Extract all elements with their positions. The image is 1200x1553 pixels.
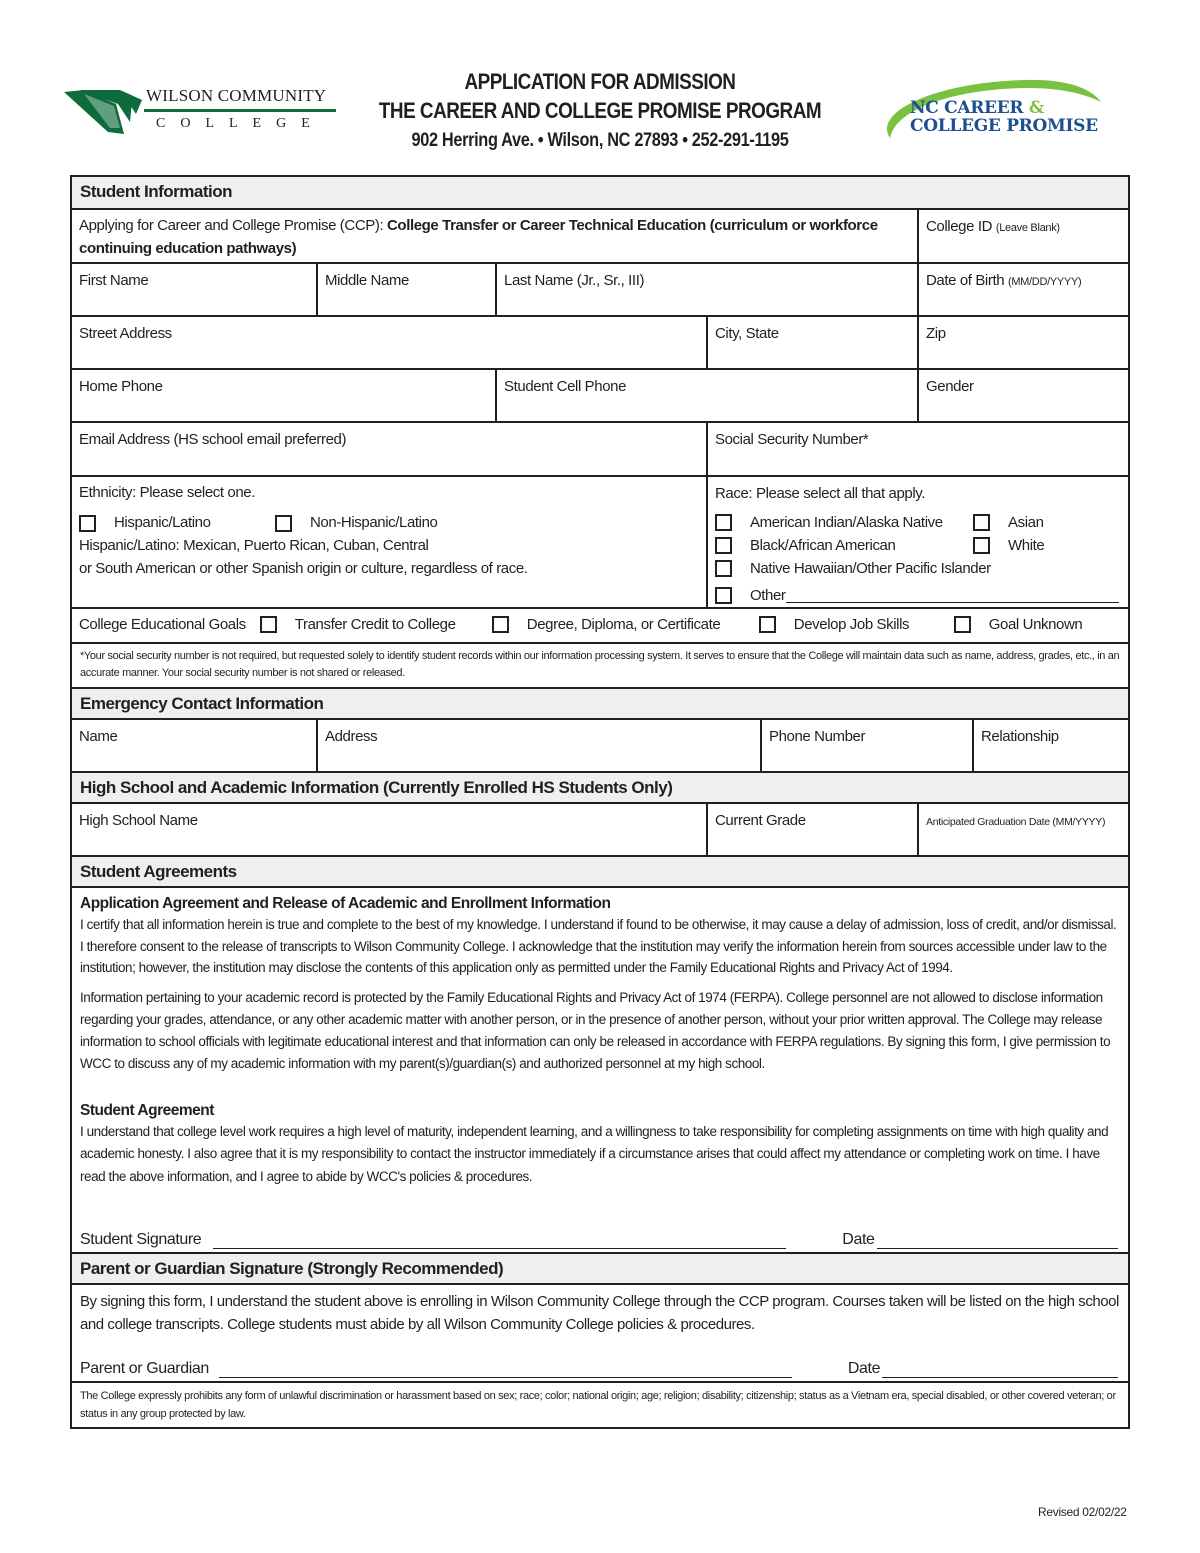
revision-date: Revised 02/02/22 [1038, 1505, 1127, 1519]
ssn-field[interactable]: Social Security Number* [706, 423, 1128, 475]
student-agreement-text: I understand that college level work requires a high level of maturity, independent learning, and a willingness to take responsibility for completing assignments on time with high quality and academic honesty. I also agree that it is my responsibility to contact the instructor immediately if a circumstance arises that could affect my attendance or completing work on time. I have read the above information, and I agree to abide by WCC's policies & procedures. [80, 1123, 1109, 1184]
college-logo-sub: COLLEGE [156, 116, 325, 131]
checkbox[interactable] [492, 616, 509, 633]
ethnicity-option-hispanic[interactable]: Hispanic/Latino [79, 512, 275, 534]
educational-goals-group: College Educational Goals Transfer Credit to College Degree, Diploma, or Certificate Develop Job Skills Goal Unknown [72, 609, 1128, 642]
middle-name-field[interactable]: Middle Name [316, 264, 495, 315]
checkbox[interactable] [715, 587, 732, 604]
student-signature-row: Student Signature Date [80, 1231, 1118, 1249]
ethnicity-option-non-hispanic[interactable]: Non-Hispanic/Latino [275, 512, 437, 534]
application-form [70, 175, 1130, 1429]
checkbox[interactable] [715, 514, 732, 531]
emergency-relationship-field[interactable]: Relationship [972, 720, 1128, 771]
race-group: Race: Please select all that apply. American Indian/Alaska Native Asian Black/African American White Native Hawaiian/Other Pacific Islander Other [706, 477, 1128, 607]
nc-career-college-promise-logo [876, 76, 1136, 142]
section-high-school: High School and Academic Information (Currently Enrolled HS Students Only) [72, 771, 1128, 802]
college-swoosh-icon [64, 88, 142, 134]
form-title-block [340, 68, 860, 156]
checkbox[interactable] [715, 560, 732, 577]
emergency-address-field[interactable]: Address [316, 720, 760, 771]
race-other-input[interactable] [786, 589, 1119, 603]
first-name-field[interactable]: First Name [79, 272, 149, 289]
hispanic-definition-cont: or South American or other Spanish origin or culture, regardless of race. [79, 560, 528, 577]
zip-field[interactable]: Zip [917, 317, 1128, 368]
page-header [0, 60, 1200, 170]
checkbox[interactable] [260, 616, 277, 633]
release-title: Application Agreement and Release of Academic and Enrollment Information [80, 895, 611, 912]
agreements-body [72, 888, 1128, 1252]
parent-signature-input[interactable] [219, 1360, 792, 1378]
student-signature-date-input[interactable] [877, 1231, 1119, 1249]
race-option-asian[interactable]: Asian [973, 511, 1044, 534]
ferpa-text: Information pertaining to your academic record is protected by the Family Educational Rights and Privacy Act of 1974 (FERPA). College personnel are not allowed to disclose information regarding your grades, attendance, or any other academic matter with another person, or in the presence of another person, without your prior written approval. The College may release information to school officials with legitimate educational interest and that information can only be released in accordance with FERPA regulations. By signing this form, I give permission to WCC to discuss any of my academic information with my parent(s)/guardian(s) and authorized personnel at my high school. [80, 989, 1111, 1071]
home-phone-field[interactable]: Home Phone [79, 378, 163, 395]
goal-option-degree[interactable]: Degree, Diploma, or Certificate [492, 614, 759, 636]
race-option-american-indian[interactable]: American Indian/Alaska Native [715, 511, 973, 534]
checkbox[interactable] [954, 616, 971, 633]
college-address: 902 Herring Ave. • Wilson, NC 27893 • 252-291-1195 [411, 130, 789, 151]
ccp-logo-line1: NC CAREER & [910, 98, 1044, 118]
section-parent-guardian: Parent or Guardian Signature (Strongly Recommended) [72, 1252, 1128, 1283]
section-student-information: Student Information [72, 177, 1128, 208]
form-title: APPLICATION FOR ADMISSION [464, 69, 736, 94]
race-option-white[interactable]: White [973, 534, 1044, 557]
parent-text: By signing this form, I understand the student above is enrolling in Wilson Community College through the CCP program. Courses taken will be listed on the high school and college transcripts. College students must abide by all Wilson Community College policies & procedures. [80, 1293, 1119, 1333]
college-logo-name: WILSON COMMUNITY [146, 86, 327, 105]
ccp-pathway: College Transfer or Career Technical Education (curriculum or workforce continuing education pathways) [79, 217, 878, 257]
race-option-black[interactable]: Black/African American [715, 534, 973, 557]
goal-option-transfer-credit[interactable]: Transfer Credit to College [260, 614, 492, 636]
emergency-phone-field[interactable]: Phone Number [760, 720, 972, 771]
checkbox[interactable] [973, 514, 990, 531]
parent-signature-date-input[interactable] [882, 1360, 1118, 1378]
release-text: I certify that all information herein is true and complete to the best of my knowledge. I understand if found to be otherwise, it may cause a delay of admission, loss of credit, and/or dismissal. I therefore consent to the release of transcripts to Wilson Community College. I acknowledge that the institution may verify the information herein from sources accessible under law to the institution; however, the institution may disclose the contents of this application only as permitted under the Family Educational Rights and Privacy Act of 1994. [80, 917, 1117, 975]
nondiscrimination-statement: The College expressly prohibits any form of unlawful discrimination or harassment based on sex; race; color; national origin; age; religion; disability; citizenship; status as a Vietnam era, special disabled, or other covered veteran; or status in any group protected by law. [80, 1390, 1116, 1420]
checkbox[interactable] [275, 515, 292, 532]
parent-signature-row: Parent or Guardian Date [80, 1360, 1118, 1378]
ccp-logo-line2: COLLEGE PROMISE [910, 116, 1098, 136]
wilson-community-college-logo [64, 84, 339, 138]
checkbox[interactable] [973, 537, 990, 554]
college-logo-rule [144, 109, 336, 112]
street-address-field[interactable]: Street Address [79, 325, 172, 342]
parent-body [72, 1285, 1128, 1381]
program-title: THE CAREER AND COLLEGE PROMISE PROGRAM [378, 98, 822, 123]
race-option-native-hawaiian[interactable]: Native Hawaiian/Other Pacific Islander [715, 557, 991, 580]
gender-field[interactable]: Gender [917, 370, 1128, 421]
current-grade-field[interactable]: Current Grade [706, 804, 917, 855]
student-agreement-title: Student Agreement [80, 1101, 214, 1119]
section-emergency-contact: Emergency Contact Information [72, 687, 1128, 718]
last-name-field[interactable]: Last Name (Jr., Sr., III) [495, 264, 917, 315]
checkbox[interactable] [759, 616, 776, 633]
race-option-other[interactable]: Other [715, 584, 786, 607]
city-state-field[interactable]: City, State [706, 317, 917, 368]
emergency-name-field[interactable]: Name [79, 728, 118, 745]
college-id-field[interactable]: College ID (Leave Blank) [917, 210, 1128, 262]
goal-option-job-skills[interactable]: Develop Job Skills [759, 614, 954, 636]
checkbox[interactable] [715, 537, 732, 554]
checkbox[interactable] [79, 515, 96, 532]
email-address-field[interactable]: Email Address (HS school email preferred) [79, 431, 347, 448]
student-signature-input[interactable] [213, 1231, 786, 1249]
applying-for-ccp: Applying for Career and College Promise (CCP): College Transfer or Career Technical Education (curriculum or workforce continuing education pathways) [79, 217, 878, 257]
ethnicity-group: Ethnicity: Please select one. Hispanic/Latino Non-Hispanic/Latino Hispanic/Latino: Mexican, Puerto Rican, Cuban, Central or South American or other Spanish origin or culture, regardless of race. [72, 477, 706, 607]
high-school-name-field[interactable]: High School Name [79, 812, 198, 829]
date-of-birth-field[interactable]: Date of Birth (MM/DD/YYYY) [917, 264, 1128, 315]
goal-option-unknown[interactable]: Goal Unknown [954, 614, 1083, 636]
section-student-agreements: Student Agreements [72, 855, 1128, 886]
student-cell-phone-field[interactable]: Student Cell Phone [495, 370, 917, 421]
hispanic-definition: Hispanic/Latino: Mexican, Puerto Rican, Cuban, Central [79, 537, 429, 554]
graduation-date-field[interactable]: Anticipated Graduation Date (MM/YYYY) [917, 804, 1128, 855]
ssn-disclaimer: *Your social security number is not required, but requested solely to identify student records within our information processing system. It serves to ensure that the College will maintain data such as name, address, grades, etc., in an accurate manner. Your social security number is not shared or released. [80, 650, 1120, 679]
